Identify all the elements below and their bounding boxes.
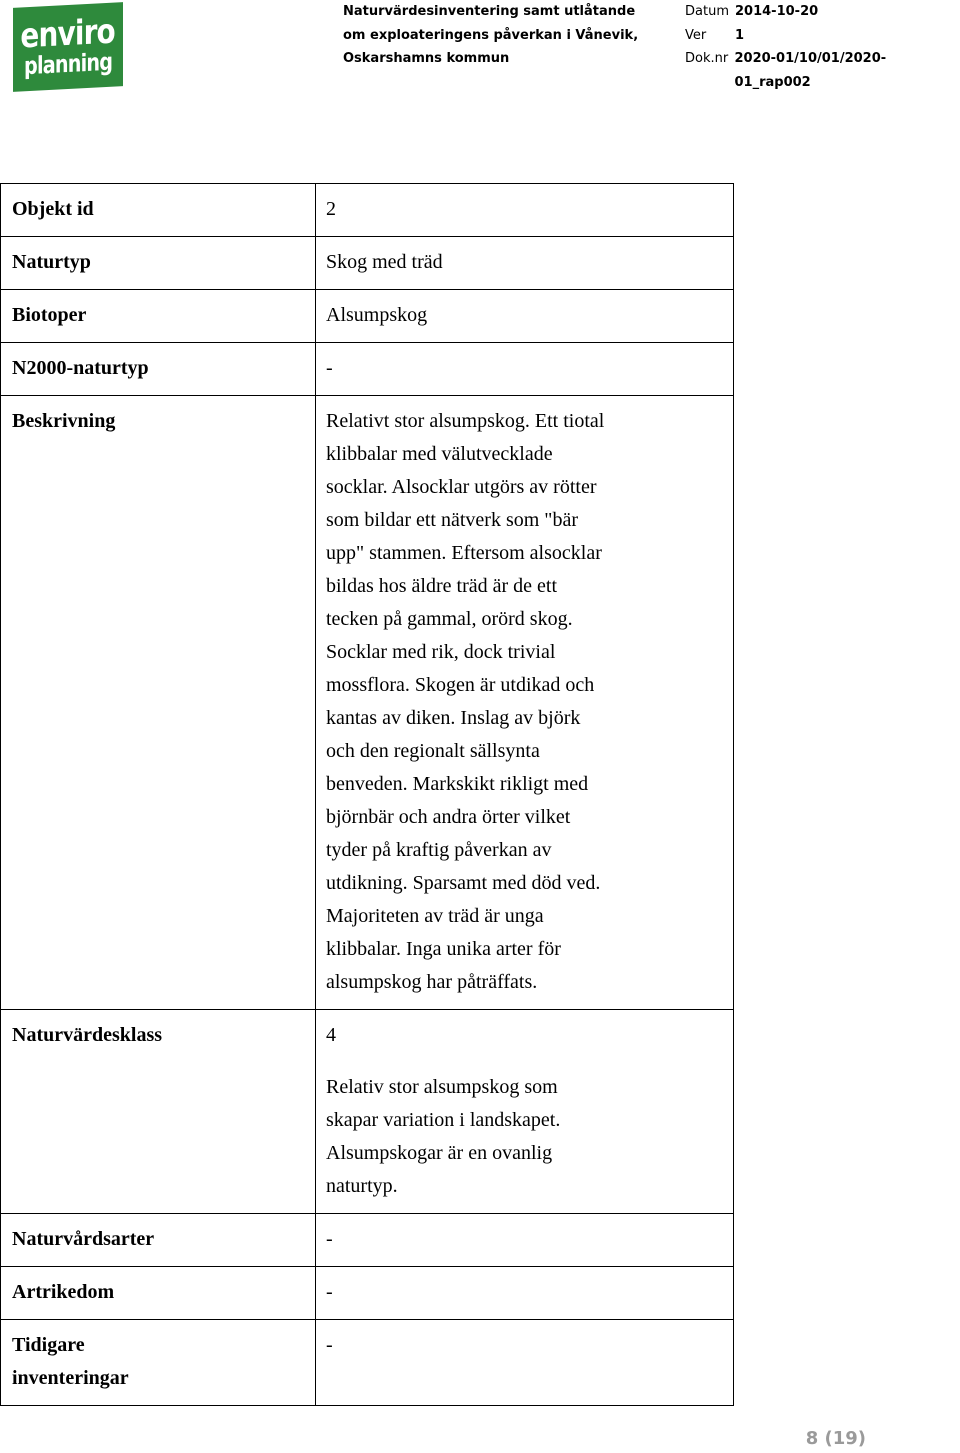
table-row-naturvardesklass — [1, 1010, 734, 1063]
description-line: kantas av diken. Inslag av björk — [326, 707, 581, 729]
meta-value: 1 — [735, 27, 745, 43]
row-value-motivation — [316, 1062, 734, 1214]
row-value: Skog med träd — [316, 237, 734, 290]
row-label: Naturtyp — [1, 237, 316, 290]
table-row-n2000 — [1, 343, 734, 396]
row-value: 4 — [316, 1010, 734, 1063]
meta-label: Dok.nr — [685, 51, 729, 66]
row-value: - — [316, 1214, 734, 1267]
row-value: 2 — [316, 184, 734, 237]
description-line: Socklar med rik, dock trivial — [326, 641, 556, 663]
description-line: som bildar ett nätverk som "bär — [326, 509, 578, 531]
motivation-line: skapar variation i landskapet. — [326, 1109, 561, 1131]
meta-row-doknr — [685, 47, 960, 94]
row-label: Naturvårdsarter — [1, 1214, 316, 1267]
description-line: klibbalar med välutvecklade — [326, 443, 553, 465]
table-row-beskrivning — [1, 396, 734, 1010]
description-line: utdikning. Sparsamt med död ved. — [326, 872, 601, 894]
table-row-artrikedom — [1, 1267, 734, 1320]
row-label: Artrikedom — [1, 1267, 316, 1320]
row-label-line: Tidigare — [12, 1334, 85, 1356]
meta-row-ver — [685, 24, 960, 48]
description-line: tyder på kraftig påverkan av — [326, 839, 552, 861]
document-title — [343, 0, 638, 71]
description-line: socklar. Alsocklar utgörs av rötter — [326, 476, 597, 498]
row-label-empty — [1, 1062, 316, 1214]
description-line: och den regionalt sällsynta — [326, 740, 540, 762]
table-row-tidigare-inventeringar — [1, 1320, 734, 1406]
row-value: - — [316, 1320, 734, 1406]
row-label — [1, 1320, 316, 1406]
description-line: benveden. Markskikt rikligt med — [326, 773, 589, 795]
row-label: Naturvärdesklass — [1, 1010, 316, 1063]
row-label: Beskrivning — [1, 396, 316, 1010]
motivation-line: naturtyp. — [326, 1175, 398, 1197]
row-label: N2000-naturtyp — [1, 343, 316, 396]
meta-label: Datum — [685, 4, 729, 19]
motivation-line: Alsumpskogar är en ovanlig — [326, 1142, 553, 1164]
meta-row-datum — [685, 0, 960, 24]
table-row-naturtyp — [1, 237, 734, 290]
description-line: mossflora. Skogen är utdikad och — [326, 674, 595, 696]
motivation-line: Relativ stor alsumpskog som — [326, 1076, 558, 1098]
row-value: - — [316, 1267, 734, 1320]
description-line: alsumpskog har påträffats. — [326, 971, 538, 993]
object-fact-table — [0, 183, 734, 1406]
row-label: Biotoper — [1, 290, 316, 343]
meta-label: Ver — [685, 27, 707, 43]
table-row-naturvardsarter — [1, 1214, 734, 1267]
table-row-motivation — [1, 1062, 734, 1214]
document-title-line: om exploateringens påverkan i Vånevik, — [343, 27, 639, 43]
document-title-line: Oskarshamns kommun — [343, 51, 510, 66]
description-line: björnbär och andra örter vilket — [326, 806, 571, 828]
row-value: Alsumpskog — [316, 290, 734, 343]
logo-text-line1: enviro — [20, 11, 116, 57]
page-number: 8 (19) — [805, 1428, 866, 1449]
description-line: upp" stammen. Eftersom alsocklar — [326, 542, 602, 564]
description-line: klibbalar. Inga unika arter för — [326, 938, 561, 960]
row-value-description — [316, 396, 734, 1010]
meta-value: 2020-01/10/01/2020-01_rap002 — [734, 51, 887, 90]
logo-text-line2: planning — [23, 47, 113, 81]
description-line: tecken på gammal, orörd skog. — [326, 608, 573, 630]
description-line: Relativt stor alsumpskog. Ett tiotal — [326, 410, 605, 432]
enviroplanning-logo — [13, 2, 123, 92]
meta-value: 2014-10-20 — [735, 4, 819, 19]
row-label-line: inventeringar — [12, 1367, 129, 1389]
document-meta — [685, 0, 960, 94]
description-line: Majoriteten av träd är unga — [326, 905, 544, 927]
table-row-biotoper — [1, 290, 734, 343]
description-line: bildas hos äldre träd är de ett — [326, 575, 558, 597]
row-label: Objekt id — [1, 184, 316, 237]
document-title-line: Naturvärdesinventering samt utlåtande — [343, 4, 636, 19]
table-row-objekt-id — [1, 184, 734, 237]
row-value: - — [316, 343, 734, 396]
